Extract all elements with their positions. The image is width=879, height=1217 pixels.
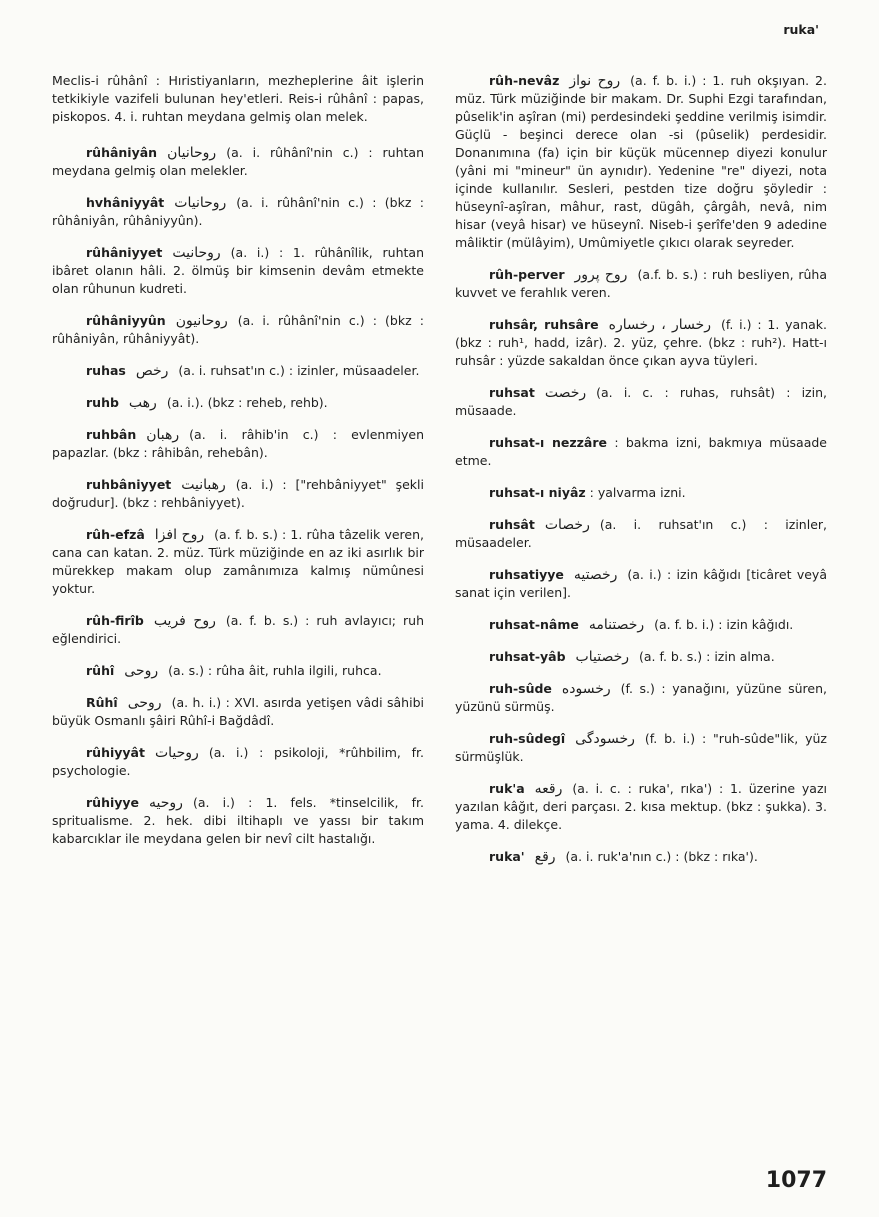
entry-definition: (a. h. i.) : XVI. asırda yetişen vâdi sâhibi büyük Osmanlı şâiri Rûhî-i Bağdâdî.: [52, 695, 424, 728]
entry-headword: ruhsat-ı nezzâre: [489, 435, 607, 450]
entry-arabic-script: رخص: [135, 363, 169, 379]
entry-definition: (a. i. ruk'a'nın c.) : (bkz : rıka').: [565, 849, 758, 864]
entry-definition: (a. i.). (bkz : reheb, rehb).: [166, 395, 328, 410]
entry-arabic-script: روح افزا: [154, 527, 205, 543]
entry-definition: (a. i.) : 1. rûhânîlik, ruhtan ibâret olanın hâli. 2. ölmüş bir kimsenin devâm etmekte olan rûhunun kudreti.: [52, 245, 424, 296]
entry-headword: ruka': [489, 849, 525, 864]
entry-headword: ruhsat-nâme: [489, 617, 579, 632]
dictionary-entry: [52, 426, 424, 462]
dictionary-entry: [52, 312, 424, 348]
entry-arabic-script: رخصتنامه: [588, 617, 645, 633]
entry-arabic-script: روحانيان: [167, 145, 217, 161]
entry-arabic-script: روح نواز: [569, 73, 621, 89]
dictionary-entry: [52, 362, 424, 380]
dictionary-entry: [455, 434, 827, 470]
entry-headword: rûhî: [86, 663, 115, 678]
entry-headword: ruhsât: [489, 517, 535, 532]
entry-definition: (a. i. rûhânî'nin c.) : ruhtan meydana gelmiş olan melekler.: [52, 145, 424, 178]
dictionary-entry: [52, 476, 424, 512]
entry-definition: (a. i. c. : ruka', rıka') : 1. üzerine yazı yazılan kâğıt, deri parçası. 2. kısa mektup. (bkz : şukka). 3. yama. 4. dilekçe.: [455, 781, 827, 832]
dictionary-entry: [455, 848, 827, 866]
dictionary-entry: [455, 730, 827, 766]
dictionary-entry: [52, 612, 424, 648]
entry-definition: (f. s.) : yanağını, yüzüne süren, yüzünü sürmüş.: [455, 681, 827, 714]
entry-definition: (a. i. ruhsat'ın c.) : izinler, müsaadeler.: [178, 363, 420, 378]
dictionary-entry: [52, 694, 424, 730]
entry-headword: rûh-firîb: [86, 613, 144, 628]
entry-headword: rûhâniyyûn: [86, 313, 166, 328]
entry-definition: (a.f. b. s.) : ruh besliyen, rûha kuvvet ve ferahlık veren.: [455, 267, 827, 300]
entry-definition: (a. s.) : rûha âit, ruhla ilgili, ruhca.: [168, 663, 382, 678]
dictionary-entry: [52, 744, 424, 780]
entry-headword: ruhbân: [86, 427, 137, 442]
dictionary-entry: [455, 566, 827, 602]
entry-arabic-script: رخصات: [544, 517, 590, 533]
left-column: [52, 72, 424, 862]
entry-headword: ruhbâniyyet: [86, 477, 172, 492]
entry-definition: (a. f. b. i.) : izin kâğıdı.: [654, 617, 794, 632]
dictionary-entry: [455, 780, 827, 834]
dictionary-entry: [455, 484, 827, 502]
entry-arabic-script: روح فريب: [153, 613, 216, 629]
dictionary-entry: [455, 316, 827, 370]
dictionary-entry: [52, 526, 424, 598]
entry-headword: rûh-efzâ: [86, 527, 145, 542]
entry-headword: ruh-sûde: [489, 681, 552, 696]
running-header: ruka': [783, 22, 819, 37]
entry-headword: Rûhî: [86, 695, 118, 710]
dictionary-entry: [52, 194, 424, 230]
entry-definition: : yalvarma izni.: [589, 485, 686, 500]
entry-definition: (a. f. b. s.) : 1. rûha tâzelik veren, cana can katan. 2. müz. Türk müziğinde en az iki asırlık bir mürekkep makam olup zamânımıza kalmış nümûnesi yoktur.: [52, 527, 424, 596]
entry-arabic-script: رخسوده: [561, 681, 611, 697]
entry-headword: rûhiyye: [86, 795, 140, 810]
entry-headword: ruhsat-ı niyâz: [489, 485, 586, 500]
entry-headword: ruhsatiyye: [489, 567, 564, 582]
entry-definition: (a. i. rûhânî'nin c.) : (bkz : rûhâniyân, rûhâniyyûn).: [52, 195, 424, 228]
dictionary-entry: [52, 72, 424, 126]
dictionary-entry: [455, 616, 827, 634]
entry-arabic-script: رخصت: [544, 385, 587, 401]
dictionary-entry: [52, 244, 424, 298]
entry-definition: Meclis-i rûhânî : Hıristiyanların, mezheplerine âit işlerin tetkikiyle vazifeli bulunan hey'etleri. Reis-i rûhânî : papas, piskopos. 4. i. ruhtan meydana gelmiş olan melek.: [52, 73, 424, 124]
entry-headword: ruk'a: [489, 781, 525, 796]
entry-definition: (f. b. i.) : "ruh-sûde"lik, yüz sürmüşlük.: [455, 731, 827, 764]
page-number: 1077: [765, 1168, 827, 1193]
entry-definition: (a. i. c. : ruhas, ruhsât) : izin, müsaade.: [455, 385, 827, 418]
entry-headword: rûh-nevâz: [489, 73, 560, 88]
entry-arabic-script: رخسودگى: [575, 731, 635, 747]
entry-headword: rûhâniyyet: [86, 245, 163, 260]
entry-arabic-script: روحى: [127, 695, 162, 711]
entry-definition: (a. i.) : ["rehbâniyyet" şekli doğrudur]. (bkz : rehbâniyyet).: [52, 477, 424, 510]
entry-arabic-script: رهبان: [146, 427, 180, 443]
dictionary-entry: [455, 648, 827, 666]
entry-headword: ruhb: [86, 395, 119, 410]
entry-definition: (a. i.) : psikoloji, *rûhbilim, fr. psychologie.: [52, 745, 424, 778]
entry-definition: (a. i. râhib'in c.) : evlenmiyen papazlar. (bkz : râhibân, rehebân).: [52, 427, 424, 460]
entry-headword: rûhâniyân: [86, 145, 158, 160]
dictionary-entry: [455, 266, 827, 302]
entry-headword: ruhsat: [489, 385, 535, 400]
entry-arabic-script: رقع: [534, 849, 556, 865]
entry-arabic-script: رخصتياب: [575, 649, 629, 665]
entry-definition: (a. f. b. s.) : izin alma.: [639, 649, 775, 664]
dictionary-entry: [455, 72, 827, 252]
dictionary-entry: [52, 794, 424, 848]
entry-arabic-script: روحيه: [149, 795, 183, 811]
entry-headword: ruhsat-yâb: [489, 649, 566, 664]
entry-headword: rûhiyyât: [86, 745, 145, 760]
entry-arabic-script: روحى: [124, 663, 159, 679]
dictionary-entry: [455, 680, 827, 716]
entry-headword: ruhas: [86, 363, 126, 378]
entry-definition: (f. i.) : 1. yanak. (bkz : ruh¹, hadd, izâr). 2. yüz, çehre. (bkz : ruh²). Hatt-ı ruhsâr : yüzde sakaldan önce çıkan ayva tüyleri.: [455, 317, 827, 368]
entry-definition: (a. i. ruhsat'ın c.) : izinler, müsaadeler.: [455, 517, 827, 550]
entry-arabic-script: رقعه: [534, 781, 563, 797]
entry-arabic-script: رخسار ، رخساره: [608, 317, 711, 333]
entry-definition: (a. i.) : izin kâğıdı [ticâret veyâ sanat için verilen].: [455, 567, 827, 600]
dictionary-entry: [455, 384, 827, 420]
entry-arabic-script: روحيات: [154, 745, 199, 761]
entry-headword: ruhsâr, ruhsâre: [489, 317, 599, 332]
entry-arabic-script: روح پرور: [574, 267, 628, 283]
entry-headword: rûh-perver: [489, 267, 565, 282]
entry-headword: hvhâniyyât: [86, 195, 165, 210]
dictionary-entry: [52, 394, 424, 412]
entry-definition: (a. i.) : 1. fels. *tinselcilik, fr. spritualisme. 2. hek. dibi iltihaplı ve yassı bir takım kabarcıklar ile meydana gelen bir nevî cilt hastalığı.: [52, 795, 424, 846]
entry-arabic-script: روحانيات: [174, 195, 227, 211]
entry-arabic-script: رهبانيت: [181, 477, 226, 493]
entry-definition: (a. f. b. i.) : 1. ruh okşıyan. 2. müz. Türk müziğinde bir makam. Dr. Suphi Ezgi tarafından, pûselik'in aşîran (mi) perdesindeki şeddine verilmiş isimdir. Güçlü - beşinci derece olan -si (pûselik) perdesidir. Donanımına (fa) için bir küçük mücennep diyezi konulur (yâni mi "mineur" ün aynıdır). Yedenine "re" diyezi, nota içinde kullanılır. Sesleri, pestden tize doğru şöyledir : hüseynî-aşîran, mâhur, rast, dügâh, çârgâh, nevâ, nim hisar (veyâ hisar) ve hüseynî. Niseb-i şerîfe'den 9 adedine mâliktir (mülâyim), Umûmiyetle çıkıcı olarak seyreder.: [455, 73, 827, 250]
entry-headword: ruh-sûdegî: [489, 731, 566, 746]
entry-arabic-script: روحانيون: [175, 313, 228, 329]
dictionary-entry: [455, 516, 827, 552]
entry-arabic-script: رخصتيه: [573, 567, 618, 583]
entry-definition: (a. f. b. s.) : ruh avlayıcı; ruh eğlendirici.: [52, 613, 424, 646]
entry-definition: : bakma izni, bakmıya müsaade etme.: [455, 435, 827, 468]
right-column: [455, 72, 827, 880]
dictionary-entry: [52, 144, 424, 180]
entry-arabic-script: روحانيت: [172, 245, 221, 261]
dictionary-entry: [52, 662, 424, 680]
entry-definition: (a. i. rûhânî'nin c.) : (bkz : rûhâniyân, rûhâniyyât).: [52, 313, 424, 346]
entry-arabic-script: رهب: [128, 395, 157, 411]
